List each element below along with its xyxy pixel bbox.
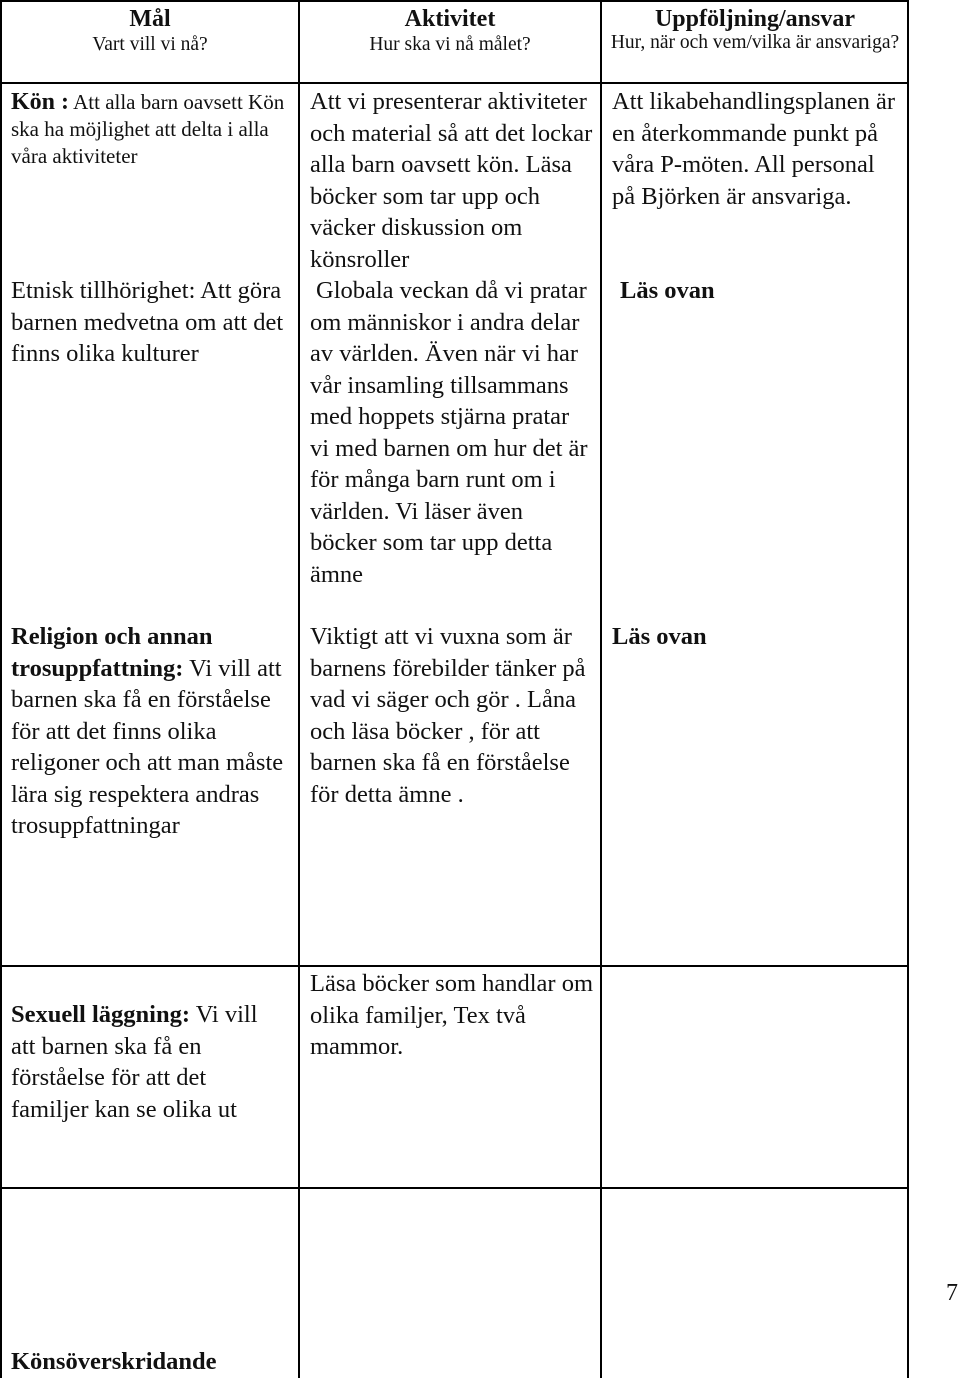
row-divider (0, 1187, 909, 1189)
header-goal-subtitle: Vart vill vi nå? (92, 34, 208, 55)
goal-etnisk (11, 275, 291, 370)
header-activity (302, 6, 598, 58)
header-followup-subtitle: Hur, när och vem/vilka är ansvariga? (610, 32, 900, 53)
activity-religion: Viktigt att vi vuxna som är barnens förebilder tänker på vad vi säger och gör . Låna och läsa böcker , för att barnen ska få en förståelse för detta ämne . (310, 623, 586, 808)
goal-etnisk-label: Etnisk tillhörighet: (11, 277, 196, 304)
goal-religion (11, 621, 293, 842)
goal-sexuell-label: Sexuell läggning: (11, 1001, 191, 1028)
goal-sexuell-text: Vi vill att barnen ska få en förståelse för att det familjer kan se olika ut (11, 1001, 258, 1123)
followup-kon: Att likabehandlingsplanen är en återkommande punkt på våra P-möten. All personal på Björken är ansvariga. (612, 88, 896, 210)
table-border-top (0, 0, 909, 2)
followup-religion: Läs ovan (612, 623, 707, 650)
column-divider (298, 0, 300, 1378)
goal-konsoverskridande: Könsöverskridande (11, 1348, 217, 1375)
goal-religion-label: Religion och annan trosuppfattning: (11, 623, 213, 682)
goal-kon (11, 89, 291, 170)
column-divider (600, 0, 602, 1378)
header-activity-title: Aktivitet (404, 6, 496, 32)
goal-kon-text: Att alla barn oavsett Kön ska ha möjlighet att delta i alla våra aktiviteter (11, 90, 285, 168)
followup-etnisk: Läs ovan (620, 277, 715, 304)
goal-kon-label: Kön : (11, 89, 70, 115)
goal-religion-text: Vi vill att barnen ska få en förståelse för att det finns olika religoner och att man måste lära sig respektera andras trosuppfattningar (11, 654, 284, 839)
header-activity-subtitle: Hur ska vi nå målet? (369, 34, 531, 55)
row-divider (0, 965, 909, 967)
header-goal (4, 6, 296, 58)
goal-etnisk-text: Att göra barnen medvetna om att det finns olika kulturer (11, 277, 284, 367)
activity-kon: Att vi presenterar aktiviteter och material så att det lockar alla barn oavsett kön. Läsa böcker som tar upp och väcker diskussion om könsroller (310, 88, 593, 273)
header-followup (604, 6, 906, 54)
activity-sexuell: Läsa böcker som handlar om olika familjer, Tex två mammor. (310, 970, 594, 1060)
goal-sexuell (11, 999, 281, 1125)
table-border-left (0, 0, 2, 1378)
header-followup-title: Uppföljning/ansvar (654, 6, 856, 32)
header-goal-title: Mål (129, 6, 171, 32)
table-border-right (907, 0, 909, 1378)
activity-etnisk: Globala veckan då vi pratar om människor i andra delar av världen. Även när vi har vår insamling tillsammans med hoppets stjärna pratar vi med barnen om hur det är för många barn runt om i världen. Vi läser även böcker som tar upp detta ämne (310, 277, 588, 588)
header-divider (0, 82, 909, 84)
page-number: 7 (946, 1280, 958, 1306)
